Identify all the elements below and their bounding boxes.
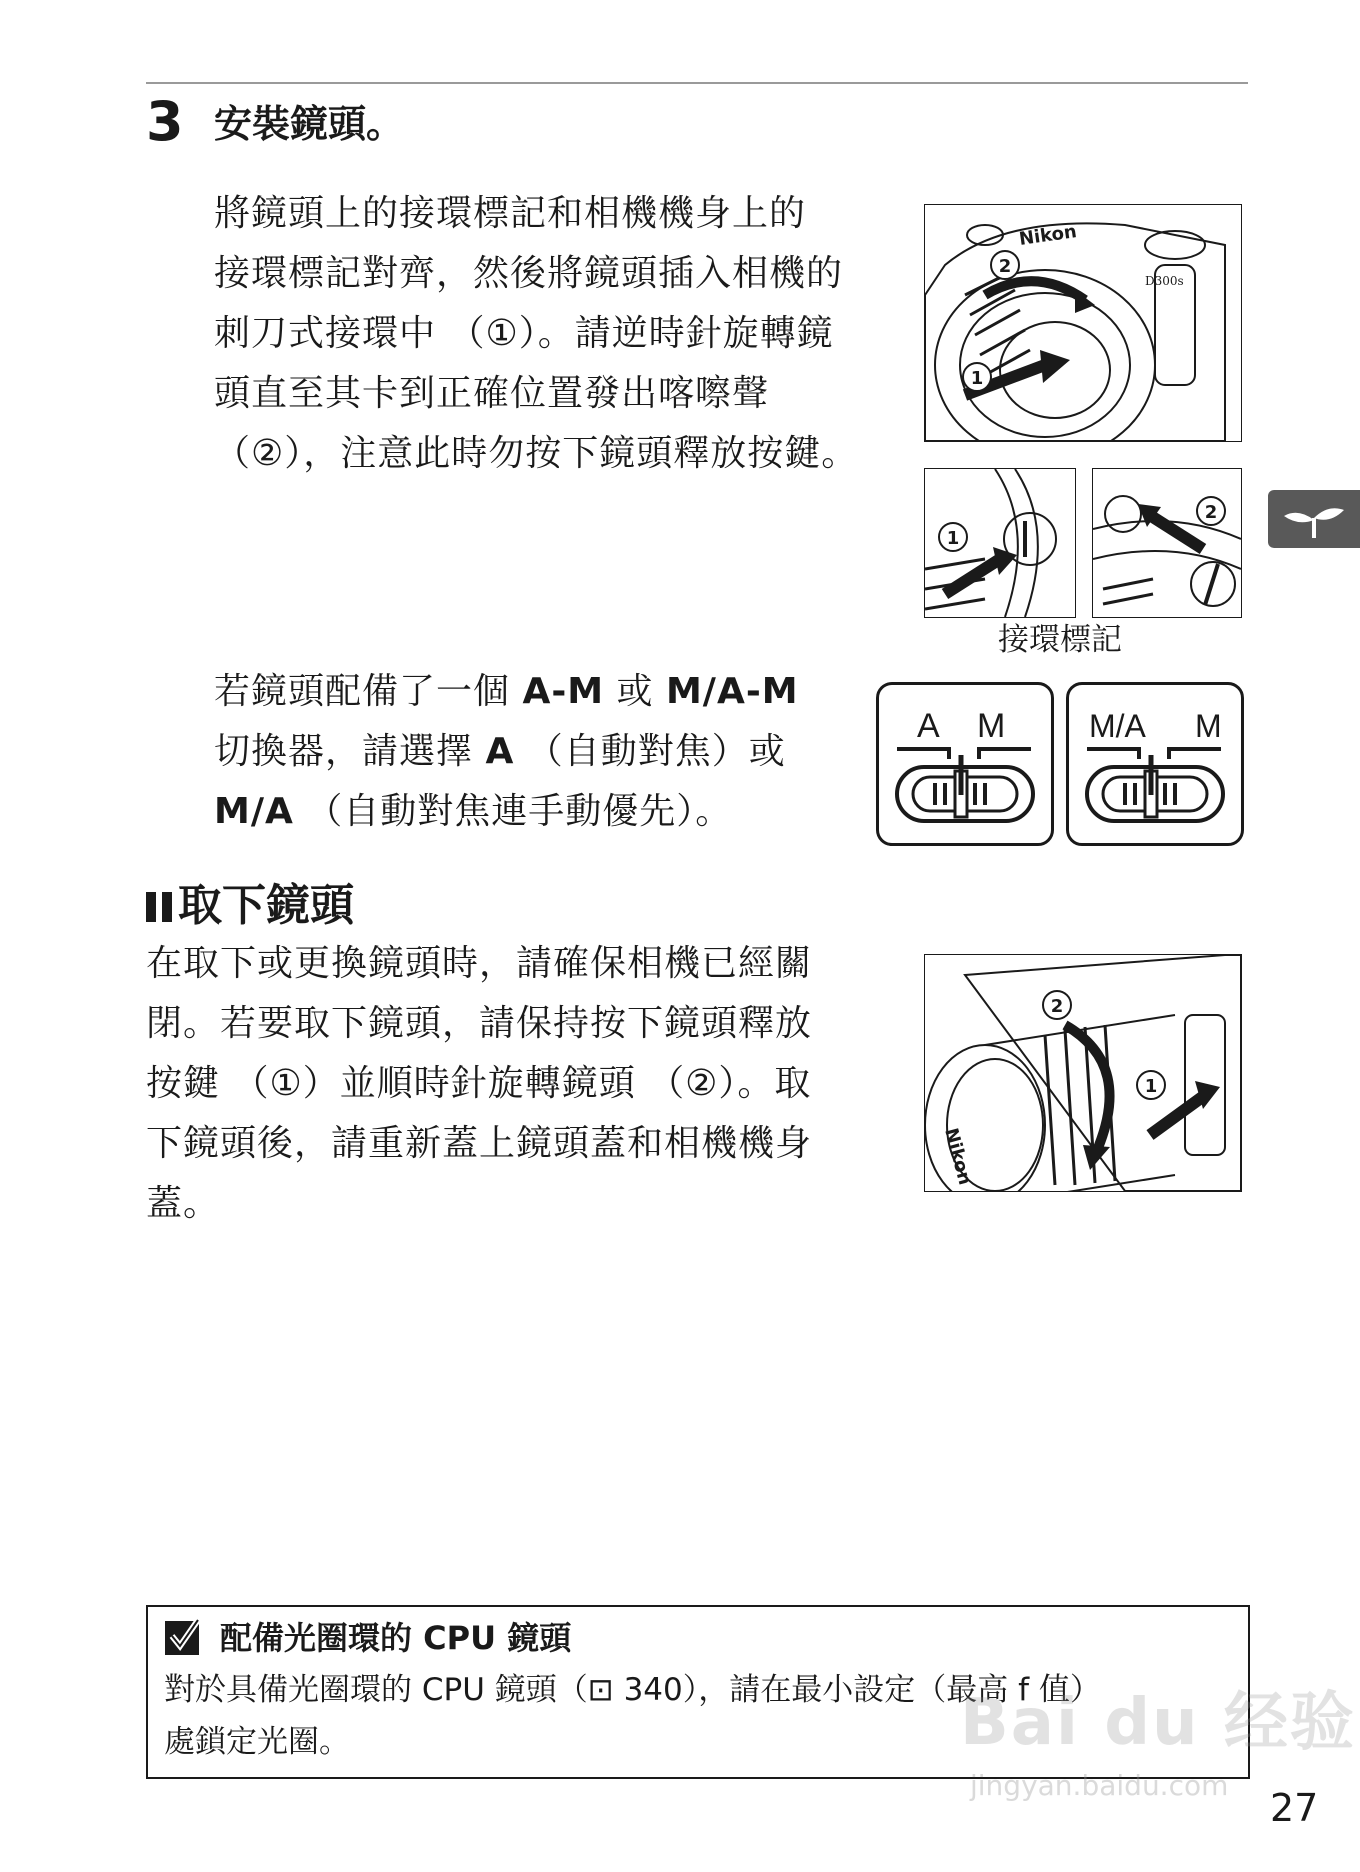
section-marker bbox=[162, 892, 172, 922]
watermark-logo: Bai du 经验 bbox=[960, 1686, 1356, 1760]
text-line: M/A （自動對焦連手動優先）。 bbox=[214, 791, 733, 832]
switch-instructions bbox=[214, 662, 854, 842]
switch-label-m: M bbox=[1195, 708, 1222, 744]
switch-label-m: M bbox=[977, 707, 1006, 745]
text-line: 下鏡頭後，請重新蓋上鏡頭蓋和相機機身 bbox=[146, 1123, 813, 1164]
text-line: （②），注意此時勿按下鏡頭釋放按鍵。 bbox=[214, 433, 859, 474]
model-text: D300s bbox=[1145, 274, 1184, 288]
chapter-tab bbox=[1268, 490, 1360, 548]
step-number: 3 bbox=[146, 90, 184, 153]
text-line: 蓋。 bbox=[146, 1183, 221, 1224]
mount-mark-detail-left bbox=[924, 468, 1076, 618]
text-line: 在取下或更換鏡頭時，請確保相機已經關 bbox=[146, 943, 813, 984]
text-line: 閉。若要取下鏡頭，請保持按下鏡頭釋放 bbox=[146, 1003, 813, 1044]
text-line: 刺刀式接環中 （①）。請逆時針旋轉鏡 bbox=[214, 313, 834, 354]
text-line: 處鎖定光圈。 bbox=[164, 1724, 350, 1760]
text-line: 若鏡頭配備了一個 A-M 或 M/A-M bbox=[214, 671, 799, 712]
callout-2: 2 bbox=[998, 256, 1012, 277]
page-number: 27 bbox=[1270, 1786, 1319, 1830]
section-title: 取下鏡頭 bbox=[146, 876, 354, 936]
note-title: 配備光圈環的 CPU 鏡頭 bbox=[220, 1619, 572, 1657]
nikon-logo-text: Nikon bbox=[940, 1125, 976, 1188]
am-switch-diagram bbox=[876, 682, 1054, 846]
text-line: 按鍵 （①）並順時針旋轉鏡頭 （②）。取 bbox=[146, 1063, 812, 1104]
lens-removal-illustration bbox=[924, 954, 1242, 1192]
callout-1: 1 bbox=[1144, 1076, 1158, 1097]
section-marker bbox=[146, 892, 156, 922]
mount-instructions bbox=[214, 184, 904, 484]
callout-1: 1 bbox=[970, 368, 984, 389]
removal-instructions bbox=[146, 934, 876, 1234]
text-line: 對於具備光圈環的 CPU 鏡頭（⊡ 340），請在最小設定（最高 f 值） bbox=[164, 1672, 1101, 1708]
switch-label-ma: M/A bbox=[1089, 708, 1146, 744]
text-line: 將鏡頭上的接環標記和相機機身上的 bbox=[214, 193, 807, 234]
checkmark-icon bbox=[164, 1618, 202, 1656]
switch-label-a: A bbox=[917, 707, 940, 745]
text-line: 頭直至其卡到正確位置發出喀嚓聲 bbox=[214, 373, 770, 414]
callout-1: 1 bbox=[946, 528, 960, 549]
sprout-icon bbox=[1268, 490, 1360, 548]
watermark-url: jingyan.baidu.com bbox=[970, 1769, 1229, 1802]
lens-mount-illustration bbox=[924, 204, 1242, 442]
mount-mark-detail-right bbox=[1092, 468, 1242, 618]
callout-2: 2 bbox=[1204, 502, 1218, 523]
step-title: 安裝鏡頭。 bbox=[214, 102, 405, 146]
text-line: 接環標記對齊，然後將鏡頭插入相機的 bbox=[214, 253, 844, 294]
callout-2: 2 bbox=[1050, 996, 1064, 1017]
ma-m-switch-diagram bbox=[1066, 682, 1244, 846]
top-rule bbox=[146, 82, 1248, 84]
nikon-logo-text: Nikon bbox=[1017, 221, 1079, 250]
text-line: 切換器，請選擇 A （自動對焦）或 bbox=[214, 731, 786, 772]
figure-caption: 接環標記 bbox=[998, 622, 1122, 658]
